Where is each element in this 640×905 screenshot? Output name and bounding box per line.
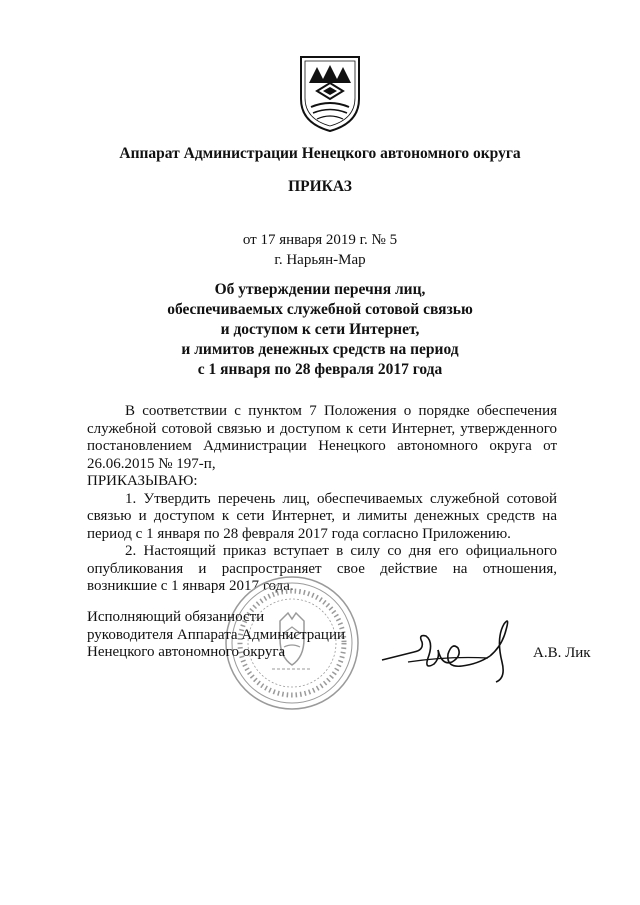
handwritten-signature-icon [378, 612, 528, 692]
city: г. Нарьян-Мар [274, 252, 366, 268]
subject-line: обеспечиваемых служебной сотовой связью [167, 301, 473, 318]
position-line: руководителя Аппарата Администрации [87, 626, 346, 643]
signatory-position [87, 609, 345, 662]
order-word: ПРИКАЗЫВАЮ: [87, 473, 198, 489]
order-item: 1. Утвердить перечень лиц, обеспечиваемых служебной сотовой связью и доступом к сети Интернет, и лимиты денежных средств на период с 1 января по 28 февраля 2017 года согласно Приложению. [87, 490, 557, 542]
document-type: ПРИКАЗ [288, 178, 352, 195]
date-number: от 17 января 2019 г. № 5 [242, 232, 398, 248]
subject-line: Об утверждении перечня лиц, [214, 281, 426, 298]
document-body [87, 403, 557, 596]
document-subject [0, 280, 640, 380]
organization-title: Аппарат Администрации Ненецкого автономного округа [119, 145, 521, 162]
subject-line: с 1 января по 28 февраля 2017 года [197, 361, 443, 378]
preamble-paragraph: В соответствии с пунктом 7 Положения о порядке обеспечения служебной сотовой связью и доступом к сети Интернет, утвержденного постановлением Администрации Ненецкого автономного округа от 26.06.2015 № 197-п, [87, 403, 557, 472]
position-line: Ненецкого автономного округа [87, 644, 286, 660]
order-item: 2. Настоящий приказ вступает в силу со дня его официального опубликования и распространяет свое действие на отношения, возникшие с 1 января 2017 года. [87, 543, 557, 594]
subject-line: и доступом к сети Интернет, [220, 321, 420, 338]
coat-of-arms-icon [299, 55, 361, 133]
position-line: Исполняющий обязанности [87, 609, 265, 625]
signatory-name: А.В. Лик [533, 645, 591, 661]
document-meta [0, 230, 640, 270]
subject-line: и лимитов денежных средств на период [181, 341, 459, 358]
